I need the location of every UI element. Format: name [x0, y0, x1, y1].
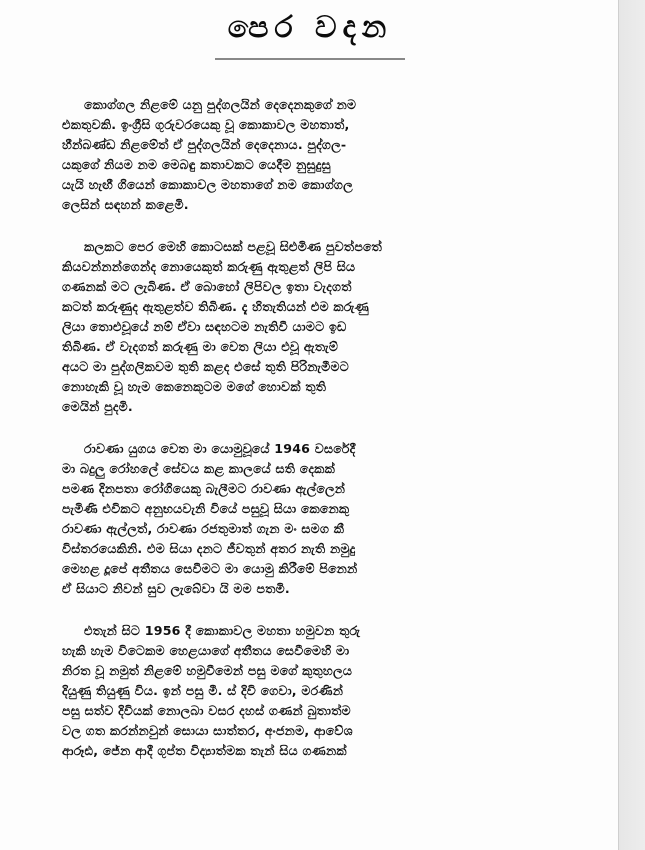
text-line: නිරත වූ නමුත් නිළමේ හමුවීමෙන් පසු මගේ කුතුහලය [62, 663, 353, 678]
paragraph-1 [62, 95, 580, 215]
text-line: ගණනක් මට ලැබිණ. ඒ බොහෝ ලිපිවල ඉතා වැදගත් [62, 279, 352, 294]
text-line: වල ගත කරන්නවුන් සොයා සාත්තර, අංජනම, ආවේශ [62, 723, 353, 738]
text-line: පැමිණි එවිකට අනුභයවැනි වියේ පසුවූ සියා කෙනෙකු [62, 501, 350, 516]
title-underline [215, 58, 405, 60]
text-line: හැකි හැම විටෙකම හෙළයාගේ අතීතය සෙවීමෙහි මා [62, 643, 350, 658]
text-line: යැයි හැඟී ගියෙන් කොකාවල මහතාගේ නම කොග්ගල [62, 177, 353, 192]
paragraph-3 [62, 439, 580, 599]
text-line: ලෙසින් සඳහන් කළෙමි. [62, 197, 189, 212]
text-line: කටත් කරුණුද ඇතුළත්ව තිබිණ. දැ හිතැතියන් එම කරුණු [62, 299, 369, 314]
text-line: කොග්ගල නිළමේ යනු පුද්ගලයින් දෙදෙනකුගේ නම [84, 97, 357, 112]
text-line: යකුගේ නියම නම මෙබඳු කතාවකට යෙදීම නුසුදුසු [62, 157, 331, 172]
paragraph-4 [62, 621, 580, 761]
page-title: පෙර වදන [227, 10, 393, 45]
text-line: ලියා තොඑවූයේ නම් ඒවා සඳහටම නැතිවී යාමට ඉඩ [62, 319, 347, 334]
text-line: මෙහළ දූපේ අතීතය සෙවීමට මා යොමු කිරීමේ පිනෙන් [62, 561, 358, 576]
text-line: කියවන්නන්ගෙන්ද නොයෙකුත් කරුණු ඇතුළත් ලිපි සිය [62, 259, 356, 274]
text-line: එකතුවකි. ඉංග්‍රීසි ගුරුවරයෙකු වූ කොකාවල මහතාත්, [62, 117, 350, 132]
text-line: එතැන් සිට 1956 දී කොකාවල මහතා හමුවන තුරු [84, 623, 361, 638]
text-line: අයට මා පුද්ගලිකවම තුති කළද එසේ තුති පිරිනැමීමට [62, 359, 349, 374]
text-line: රාවණා යුගය වෙත මා යොමුවූයේ 1946 වසරේදී [84, 441, 356, 456]
text-line: පමණ දිනපතා රෝගියෙකු බැලීමට රාවණා ඇල්ලෙන් [62, 481, 346, 496]
text-line: රාවණා ඇල්ලත්, රාවණා රජතුමාත් ගැන මං සමග කී [62, 521, 345, 536]
paragraph-2 [62, 237, 580, 417]
text-line: දියුණු තියුණු විය. ඉන් පසු මී. ස් දිවි ගෙවා, මරණින් [62, 683, 344, 698]
text-line: මා බදුලු රෝහලේ සේවය කළ කාලයේ සති දෙකක් [62, 461, 336, 476]
text-line: හීන්බණ්ඩ නිළමේත් ඒ පුද්ගලයින් දෙදෙනාය. පුද්ගල- [62, 137, 347, 152]
text-line: මෙයින් පුදමි. [62, 399, 133, 414]
text-line: විස්තරයෙකිනි. එම සියා දනට ජීවතුන් අතර නැති නමුදු [62, 541, 356, 556]
text-line: නොහැකි වූ හැම කෙනෙකුටම මගේ හොවක් තුති [62, 379, 327, 394]
text-line: ආරූඪ, ජේන ආදී ගුප්ත විද්‍යාත්මක තැන් සිය ගණනක් [62, 743, 347, 758]
text-line: පසු සත්ව දිවියක් නොලබා වසර දහස් ගණන් බුතාත්ම [62, 703, 351, 718]
text-line: තිබිණ. ඒ වැදගත් කරුණු මා වෙත ලියා එවූ ඇතැම් [62, 339, 339, 354]
body-text [62, 95, 580, 783]
text-line: කලකට පෙර මෙහි කොටසක් පළවූ සිළුමිණ පුවත්පතේ [84, 239, 383, 254]
text-line: ඒ සියාට නිවන් සුව ලැබේවා යි මම පතමි. [62, 581, 290, 596]
page-edge [618, 0, 645, 850]
